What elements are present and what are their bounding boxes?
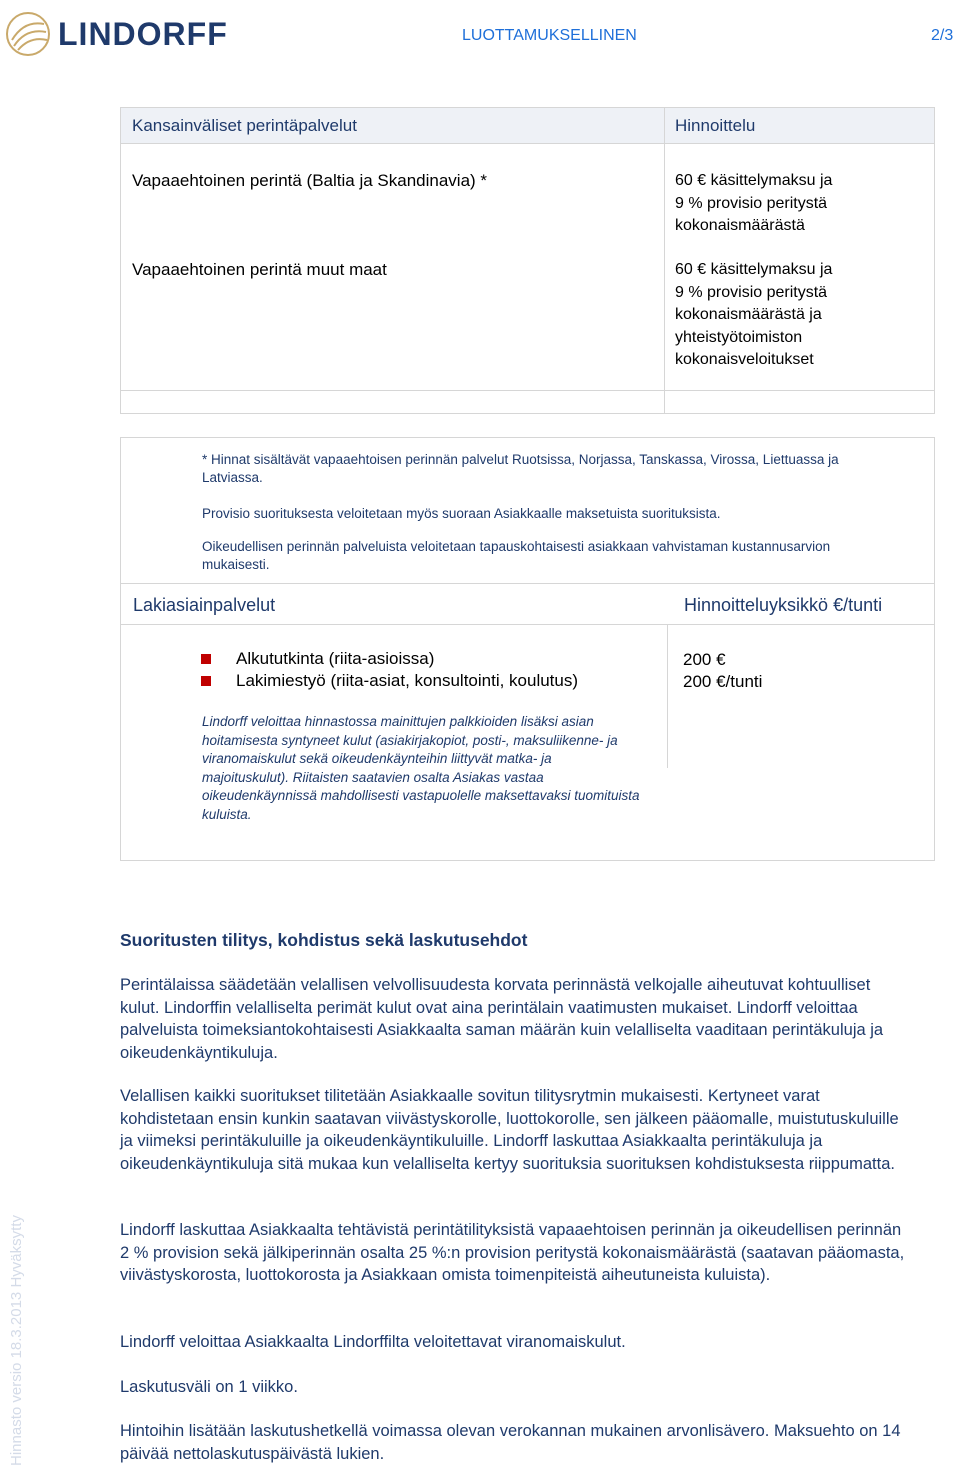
service-name: Vapaaehtoinen perintä (Baltia ja Skandinavia) *: [132, 171, 488, 190]
company-logo: [4, 6, 228, 62]
confidential-label: LUOTTAMUKSELLINEN: [462, 27, 637, 44]
page-number: 2/3: [931, 27, 954, 44]
legal-services-table: [120, 584, 935, 861]
international-services-table: [120, 107, 935, 414]
col-header-pricing: Hinnoittelu: [675, 116, 756, 135]
paragraph: Laskutusväli on 1 viikko.: [120, 1378, 298, 1396]
paragraph: Lindorff veloittaa Asiakkaalta Lindorffilta veloitettavat viranomaiskulut.: [120, 1333, 626, 1351]
item-price: 200 €/tunti: [683, 672, 763, 691]
paragraph: Lindorff laskuttaa Asiakkaalta tehtävistä perintätilityksistä vapaaehtoisen perinnän ja oikeudellisen perinnän 2 % provision sekä jälkiperinnän osalta 25 %:n provision peritystä kokonaismäärästä (saatavan pääomasta, viivästyskorosta, luottokorosta ja Asiakkaan omista toimenpiteistä aiheutuneista kuluista).: [120, 1221, 905, 1284]
logo-text: LINDORFF: [58, 15, 228, 52]
note-text: Provisio suorituksesta veloitetaan myös suoraan Asiakkaalle maksetuista suorituksista.: [202, 506, 721, 521]
section-title: Suoritusten tilitys, kohdistus sekä laskutusehdot: [120, 930, 528, 950]
paragraph: Hintoihin lisätään laskutushetkellä voimassa olevan verokannan mukainen arvonlisävero. Maksuehto on 14 päivää nettolaskutuspäivästä lukien.: [120, 1422, 901, 1463]
version-watermark: Hinnasto versio 18.3.2013 Hyväksytty: [8, 1215, 25, 1466]
bullet-square-icon: [201, 654, 211, 664]
paragraph: Perintälaissa säädetään velallisen velvollisuudesta korvata perinnästä velkojalle aiheutuvat kohtuulliset kulut. Lindorffin velalliselta perimät kulut ovat aina perintälain vaatimusten mukaiset. Lindorff veloittaa palveluista toimeksiantokohtaisesti Asiakkaalta saman määrän kuin velalliselta vaaditaan perintäkuluja ja oikeudenkäyntikuluja.: [120, 976, 884, 1062]
service-name: Vapaaehtoinen perintä muut maat: [132, 260, 387, 279]
col-header-services: Kansainväliset perintäpalvelut: [132, 116, 357, 135]
lindorff-globe-icon: [4, 10, 52, 58]
legal-fees-note: Lindorff veloittaa hinnastossa mainittujen palkkioiden lisäksi asian hoitamisesta syntyneet kulut (asiakirjakopiot, posti-, maksuliikenne- ja viranomaiskulut sekä oikeudenkäynteihin liittyvät matka- ja majoituskulut). Riitaisten saatavien osalta Asiakas vastaa oikeudenkäynnissä mahdollisesti vastapuolelle maksettavaksi tuomituista kuluista.: [202, 714, 640, 822]
item-price: 200 €: [683, 650, 726, 669]
list-item: Alkututkinta (riita-asioissa): [201, 649, 434, 669]
note-text: * Hinnat sisältävät vapaaehtoisen perinnän palvelut Ruotsissa, Norjassa, Tanskassa, Virossa, Liettuassa ja Latviassa.: [202, 452, 839, 485]
note-text: Oikeudellisen perinnän palveluista veloitetaan tapauskohtaisesti asiakkaan vahvistaman kustannusarvion mukaisesti.: [202, 539, 831, 572]
col-header-price-unit: Hinnoitteluyksikkö €/tunti: [684, 595, 883, 615]
bullet-square-icon: [201, 676, 211, 686]
service-pricing: 60 € käsittelymaksu ja 9 % provisio peritystä kokonaismäärästä: [675, 172, 833, 234]
service-pricing: 60 € käsittelymaksu ja 9 % provisio peritystä kokonaismäärästä ja yhteistyötoimiston kokonaisveloitukset: [675, 261, 833, 368]
list-item: Lakimiestyö (riita-asiat, konsultointi, koulutus): [201, 671, 578, 691]
col-header-legal-services: Lakiasiainpalvelut: [133, 595, 276, 615]
paragraph: Velallisen kaikki suoritukset tilitetään Asiakkaalle sovitun tilitysrytmin mukaisesti. Kertyneet varat kohdistetaan ensin kunkin saatavan viivästyskorolle, luottokorolle, sen jälkeen pääomalle, muistutuskuluille ja viimeksi perintäkuluille ja oikeudenkäyntikuluille. Lindorff laskuttaa Asiakkaalta perintäkuluja ja oikeudenkäyntikuluja sitä mukaa kun velalliselta kertyy suorituksia suorituksen kohdistuksesta riippumatta.: [120, 1087, 899, 1173]
pricing-notes-box: [120, 437, 935, 584]
